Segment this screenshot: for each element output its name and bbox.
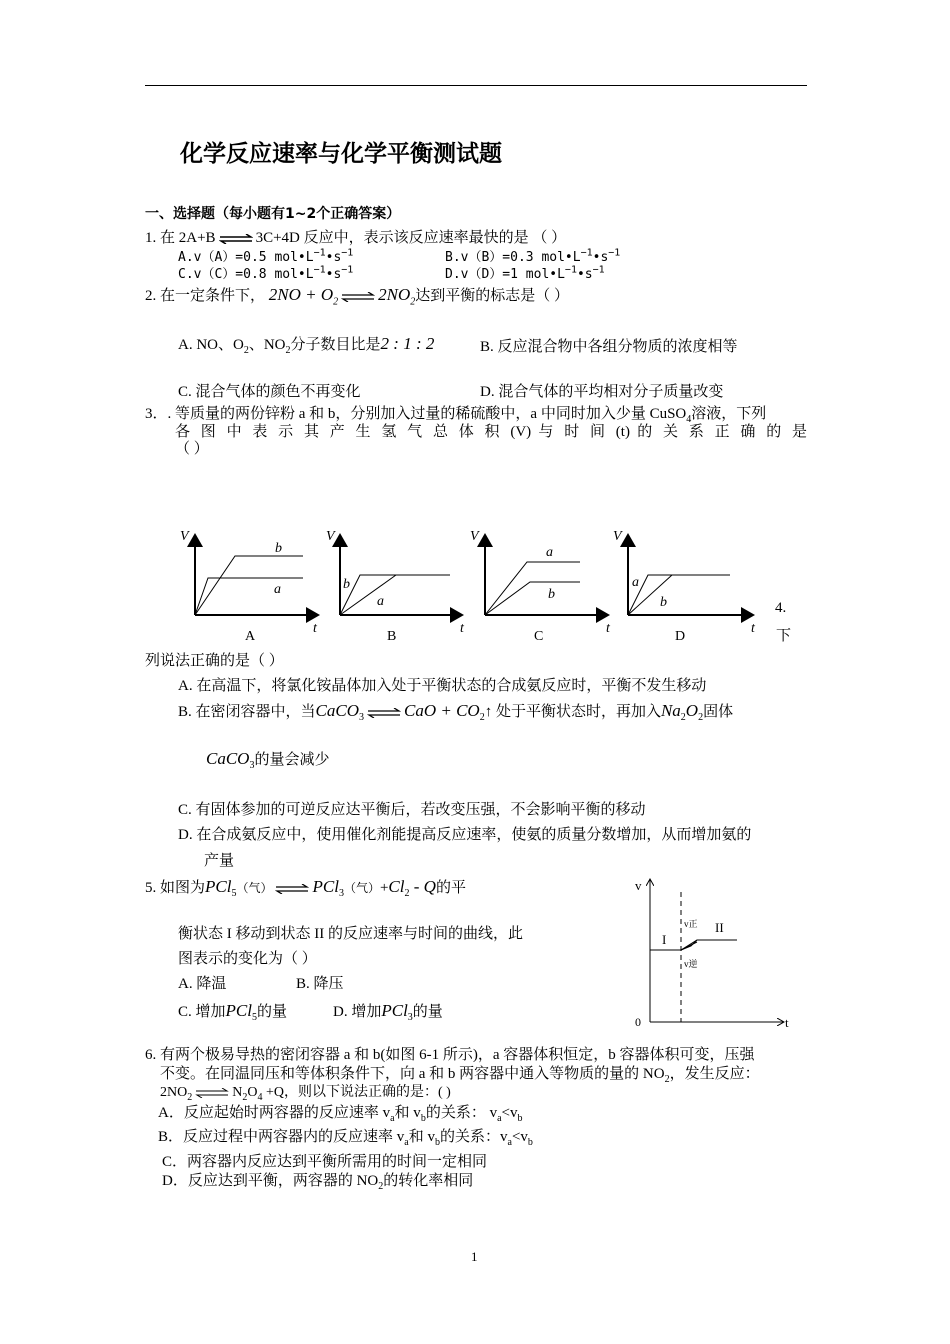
q3-graphs — [170, 520, 770, 650]
q5-line3: 图表示的变化为（ ） — [178, 951, 317, 967]
v-forward-label: v正 — [684, 919, 698, 929]
section-heading: 一、选择题（每小题有1~2个正确答案） — [145, 206, 401, 222]
q4-option-b: B. 在密闭容器中，当CaCO$_3$ CaO + $CO_2↑$ 处于平衡状态时，再加入$Na_2O_2$固体 — [178, 701, 734, 723]
q3-line1: 3．. 等质量的两份锌粉 a 和 b，分别加入过量的稀硫酸中，a 中同时加入少量 CuSO$_4$溶液，下列 — [145, 406, 767, 425]
q4-option-d-line2: 产量 — [204, 853, 235, 869]
q2-option-b: B. 反应混合物中各组分物质的浓度相等 — [480, 339, 738, 355]
page-number: 1 — [471, 1249, 478, 1264]
q2-option-a: A. NO、$O_2$、$NO_2$分子数目比是2 : 1 : 2 — [178, 334, 435, 356]
q5-option-b: B. 降压 — [296, 976, 344, 992]
axis-label-v: V — [470, 529, 479, 544]
curve-label-a: a — [274, 582, 281, 597]
q2-equation: $2NO + O_2$ — [268, 285, 339, 308]
graph-label-a: A — [245, 629, 256, 644]
q5-option-c: C. 增加PCl$_5$的量 — [178, 1001, 287, 1023]
q4-option-d-line1: D. 在合成氨反应中，使用催化剂能提高反应速率，使氨的质量分数增加，从而增加氨的 — [178, 827, 752, 843]
q4-option-b-cont: CaCO$_3$的量会减少 — [206, 749, 330, 771]
axis-label-v: V — [180, 529, 189, 544]
axis-label-t: t — [460, 621, 464, 636]
graph-d — [613, 529, 756, 644]
graph-c — [470, 529, 611, 644]
equilibrium-arrow-icon — [341, 292, 375, 302]
q6-line1: 6. 有两个极易导热的密闭容器 a 和 b(如图 6-1 所示)，a 容器体积恒定，b 容器体积可变，压强 — [145, 1047, 755, 1063]
origin-label: 0 — [635, 1015, 641, 1029]
q2-stem: 2. 在一定条件下， $2NO + O_2$ $2NO_2$达到平衡的标志是（ ） — [145, 285, 570, 308]
q2-option-c: C. 混合气体的颜色不再变化 — [178, 384, 361, 400]
q2-option-d: D. 混合气体的平均相对分子质量改变 — [480, 384, 724, 400]
equilibrium-arrow-icon — [219, 234, 253, 244]
q1-option-a: A.v（A）=0.5 $mol•L^{-1}•s^{-1}$ — [178, 247, 354, 265]
q4-stem: 列说法正确的是（ ） — [145, 653, 284, 669]
q5-rate-graph — [625, 872, 800, 1034]
q1-option-d: D.v（D）=1 $mol•L^{-1}•s^{-1}$ — [445, 264, 605, 282]
page-title: 化学反应速率与化学平衡测试题 — [180, 141, 502, 167]
equilibrium-arrow-icon — [367, 708, 401, 718]
equilibrium-arrow-icon — [195, 1088, 229, 1098]
curve-label-b: b — [660, 595, 667, 610]
curve-label-b: b — [548, 587, 555, 602]
q1-option-b: B.v（B）=0.3 $mol•L^{-1}•s^{-1}$ — [445, 247, 621, 265]
q6-line3: $2NO_2$ $N_2O_4 +Q$，则以下说法正确的是：( ) — [160, 1085, 451, 1103]
v-reverse-label: v逆 — [684, 959, 698, 969]
equilibrium-arrow-icon — [275, 884, 309, 894]
q4-number: 4. — [775, 600, 787, 616]
axis-label-v: V — [613, 529, 622, 544]
q6-line2: 不变。在同温同压和等体积条件下，向 a 和 b 两容器中通入等物质的量的 $NO_2$，发生反应： — [160, 1066, 760, 1085]
q1-stem: 1. 在 2A+B 3C+4D 反应中，表示该反应速率最快的是 （ ） — [145, 230, 567, 246]
state-1-label: I — [662, 932, 667, 947]
curve-label-b: b — [343, 577, 350, 592]
q6-option-b: B．反应过程中两容器内的反应速率 $v_a$和 $v_b$的关系：$v_a<v_b$ — [158, 1129, 533, 1148]
curve-label-a: a — [546, 545, 553, 560]
axis-label-t: t — [785, 1015, 789, 1030]
graph-a — [180, 529, 318, 644]
curve-label-a: a — [632, 575, 639, 590]
graph-label-b: B — [387, 629, 397, 644]
axis-label-v: V — [326, 529, 335, 544]
graph-label-d: D — [675, 629, 686, 644]
q5-option-a: A. 降温 — [178, 976, 227, 992]
header-rule — [145, 85, 807, 86]
q5-line2: 衡状态 I 移动到状态 II 的反应速率与时间的曲线，此 — [178, 926, 523, 942]
curve-label-a: a — [377, 594, 384, 609]
axis-label-t: t — [751, 621, 755, 636]
graph-label-c: C — [534, 629, 544, 644]
axis-label-t: t — [606, 621, 610, 636]
q5-stem: 5. 如图为PCl$_5$（气） PCl$_3$（气）$+Cl_2 - Q$的平 — [145, 877, 466, 899]
curve-label-b: b — [275, 541, 282, 556]
state-2-label: II — [715, 920, 724, 935]
q4-option-c: C. 有固体参加的可逆反应达平衡后，若改变压强，不会影响平衡的移动 — [178, 802, 646, 818]
q4-option-a: A. 在高温下，将氯化铵晶体加入处于平衡状态的合成氨反应时，平衡不发生移动 — [178, 678, 707, 694]
q1-option-c: C.v（C）=0.8 $mol•L^{-1}•s^{-1}$ — [178, 264, 354, 282]
axis-label-v: v — [635, 878, 642, 893]
q4-number-cont: 下 — [776, 628, 792, 644]
q6-option-c: C．两容器内反应达到平衡所需用的时间一定相同 — [162, 1154, 488, 1170]
axis-label-t: t — [313, 621, 317, 636]
q6-option-d: D．反应达到平衡，两容器的 $NO_2$的转化率相同 — [162, 1173, 474, 1192]
q6-option-a: A．反应起始时两容器的反应速率 $v_a$和 $v_b$的关系： $v_a<v_b$ — [158, 1105, 523, 1124]
q5-option-d: D. 增加PCl$_3$的量 — [333, 1001, 443, 1023]
q3-line2: 各 图 中 表 示 其 产 生 氢 气 总 体 积 (V) 与 时 间 (t) 的 关 系 正 确 的 是 — [175, 424, 807, 440]
graph-b — [326, 529, 465, 644]
q3-line3: （ ） — [175, 441, 209, 457]
